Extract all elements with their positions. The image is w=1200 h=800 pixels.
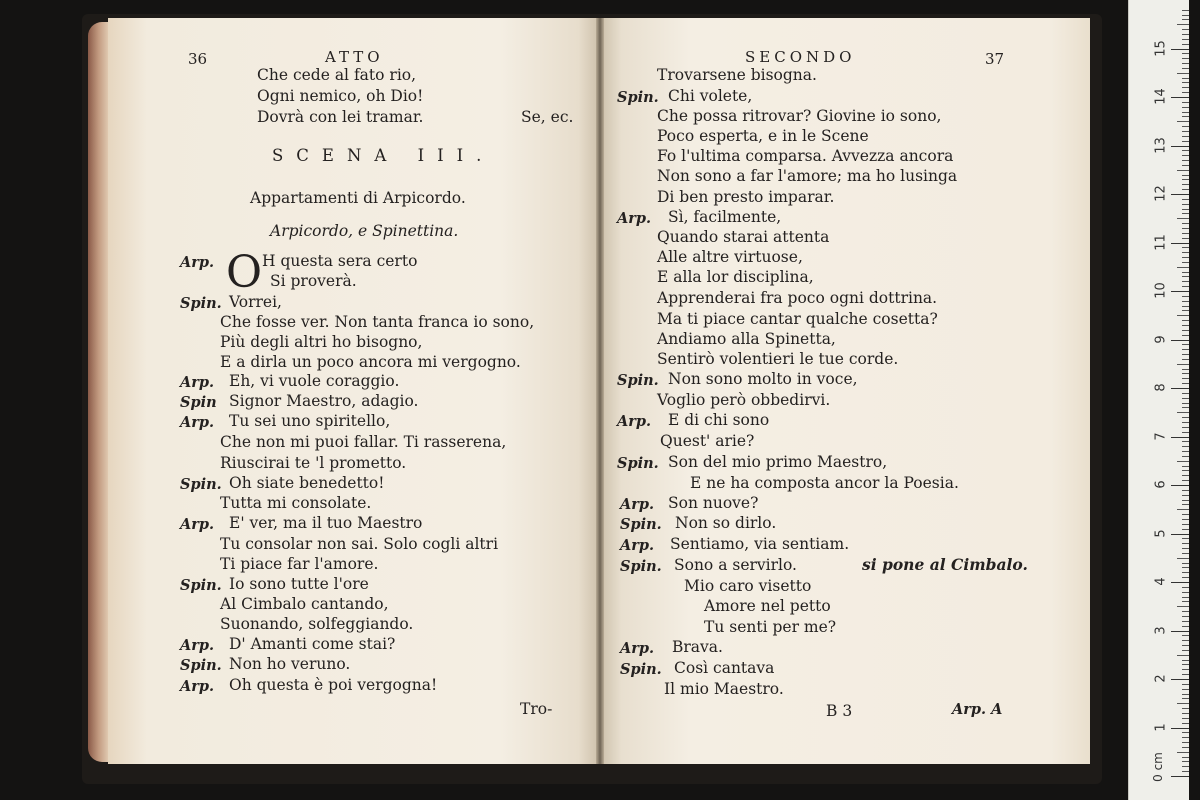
ruler-tick (1182, 422, 1189, 423)
text-line: E a dirla un poco ancora mi vergogno. (220, 353, 521, 371)
ruler-tick (1177, 315, 1189, 316)
speaker-label: Spin. (180, 577, 222, 594)
text-line: Il mio Maestro. (664, 680, 784, 698)
ruler-tick (1182, 276, 1189, 277)
ruler-tick (1182, 490, 1189, 491)
ruler-number: 14 (1153, 88, 1169, 105)
ruler-number: 15 (1153, 39, 1169, 57)
text-line: Se, ec. (521, 108, 574, 126)
ruler-tick (1171, 631, 1189, 632)
right-page-number: 37 (985, 50, 1005, 68)
right-running-head: SECONDO (745, 48, 856, 66)
ruler-tick (1171, 582, 1189, 583)
book-gutter (596, 18, 604, 764)
ruler-tick (1182, 572, 1189, 573)
ruler-tick (1182, 15, 1189, 16)
text-line: Io sono tutte l'ore (229, 575, 369, 593)
scene-heading: SCENA III. (272, 146, 495, 165)
ruler-tick (1182, 635, 1189, 636)
text-line: Oh siate benedetto! (229, 474, 385, 492)
measuring-ruler (1128, 0, 1189, 800)
ruler-tick (1182, 466, 1189, 467)
ruler-tick (1182, 10, 1189, 11)
text-line: Sentiamo, via sentiam. (670, 535, 850, 553)
ruler-tick (1182, 325, 1189, 326)
ruler-tick (1182, 601, 1189, 602)
ruler-tick (1182, 597, 1189, 598)
ruler-tick (1182, 126, 1189, 127)
ruler-tick (1171, 679, 1189, 680)
ruler-tick (1182, 708, 1189, 709)
ruler-tick (1182, 116, 1189, 117)
text-line: Si proverà. (270, 272, 357, 290)
ruler-tick (1177, 752, 1189, 753)
ruler-tick (1177, 558, 1189, 559)
ruler-tick (1171, 534, 1189, 535)
text-line: E' ver, ma il tuo Maestro (229, 514, 423, 532)
ruler-tick (1182, 747, 1189, 748)
text-line: Tu sei uno spiritello, (229, 412, 391, 430)
ruler-tick (1177, 509, 1189, 510)
ruler-tick (1177, 461, 1189, 462)
ruler-tick (1182, 650, 1189, 651)
ruler-tick (1171, 146, 1189, 147)
ruler-tick (1182, 233, 1189, 234)
ruler-tick (1182, 330, 1189, 331)
text-line: Sentirò volentieri le tue corde. (657, 350, 899, 368)
ruler-tick (1182, 684, 1189, 685)
ruler-tick (1182, 39, 1189, 40)
ruler-tick (1182, 645, 1189, 646)
ruler-tick (1182, 480, 1189, 481)
left-page-number: 36 (188, 50, 208, 68)
speaker-label: Spin. (617, 372, 659, 389)
text-line: Sì, facilmente, (668, 208, 782, 226)
text-line: Tu senti per me? (704, 618, 837, 636)
ruler-tick (1182, 320, 1189, 321)
ruler-tick (1182, 107, 1189, 108)
ruler-tick (1182, 407, 1189, 408)
ruler-tick (1171, 776, 1189, 777)
text-line: Son nuove? (668, 494, 759, 512)
ruler-tick (1182, 223, 1189, 224)
speaker-label: Arp. (180, 414, 215, 431)
ruler-tick (1182, 58, 1189, 59)
ruler-tick (1182, 112, 1189, 113)
ruler-tick (1182, 587, 1189, 588)
ruler-tick (1182, 470, 1189, 471)
ruler-tick (1171, 437, 1189, 438)
speaker-label: Arp. (620, 537, 655, 554)
ruler-tick (1182, 213, 1189, 214)
text-line: Quando starai attenta (657, 228, 830, 246)
ruler-tick (1182, 165, 1189, 166)
ruler-tick (1182, 63, 1189, 64)
ruler-tick (1182, 441, 1189, 442)
speaker-label: Arp. (180, 516, 215, 533)
catchword: Tro- (520, 700, 553, 718)
text-line: Brava. (672, 638, 723, 656)
text-line: Non sono molto in voce, (668, 370, 858, 388)
ruler-number: 5 (1153, 528, 1169, 538)
ruler-tick (1182, 592, 1189, 593)
ruler-tick (1182, 78, 1189, 79)
ruler-tick (1182, 160, 1189, 161)
ruler-tick (1182, 664, 1189, 665)
text-line: H questa sera certo (262, 252, 418, 270)
ruler-tick (1182, 369, 1189, 370)
text-line: Ma ti piace cantar qualche cosetta? (657, 310, 938, 328)
text-line: Fo l'ultima comparsa. Avvezza ancora (657, 147, 954, 165)
ruler-tick (1182, 354, 1189, 355)
ruler-tick (1182, 349, 1189, 350)
text-line: Signor Maestro, adagio. (229, 392, 419, 410)
text-line: Ogni nemico, oh Dio! (257, 87, 424, 105)
text-line: Andiamo alla Spinetta, (657, 330, 836, 348)
speaker-label: Arp. (180, 254, 215, 271)
ruler-tick (1182, 301, 1189, 302)
ruler-tick (1182, 694, 1189, 695)
speaker-label: Spin. (180, 476, 222, 493)
ruler-tick (1182, 87, 1189, 88)
ruler-tick (1177, 121, 1189, 122)
ruler-tick (1182, 475, 1189, 476)
ruler-tick (1182, 247, 1189, 248)
ruler-number: 7 (1153, 431, 1169, 441)
speaker-label: Spin. (620, 661, 662, 678)
ruler-tick (1182, 626, 1189, 627)
ruler-tick (1182, 53, 1189, 54)
text-line: Oh questa è poi vergogna! (229, 676, 438, 694)
text-line: Tu consolar non sai. Solo cogli altri (220, 535, 499, 553)
text-line: Al Cimbalo cantando, (220, 595, 389, 613)
ruler-tick (1177, 412, 1189, 413)
ruler-number: 4 (1153, 577, 1169, 586)
ruler-tick (1182, 674, 1189, 675)
ruler-tick (1182, 344, 1189, 345)
ruler-tick (1182, 732, 1189, 733)
ruler-tick (1171, 340, 1189, 341)
text-line: Più degli altri ho bisogno, (220, 333, 423, 351)
text-line: Che non mi puoi fallar. Ti rasserena, (220, 433, 507, 451)
text-line: Così cantava (674, 659, 775, 677)
ruler-tick (1171, 728, 1189, 729)
ruler-tick (1182, 529, 1189, 530)
ruler-tick (1182, 398, 1189, 399)
ruler-tick (1182, 136, 1189, 137)
drop-cap: O (226, 247, 263, 298)
ruler-tick (1182, 669, 1189, 670)
ruler-tick (1182, 621, 1189, 622)
characters-line: Arpicordo, e Spinettina. (270, 222, 459, 240)
ruler-number: 13 (1153, 136, 1169, 154)
text-line: Amore nel petto (704, 597, 831, 615)
ruler-tick (1182, 383, 1189, 384)
ruler-tick (1182, 514, 1189, 515)
ruler-tick (1182, 184, 1189, 185)
ruler-tick (1182, 403, 1189, 404)
text-line: Non sono a far l'amore; ma ho lusinga (657, 167, 958, 185)
ruler-tick (1182, 44, 1189, 45)
ruler-tick (1182, 155, 1189, 156)
ruler-tick (1182, 553, 1189, 554)
ruler-tick (1182, 718, 1189, 719)
text-line: Suonando, solfeggiando. (220, 615, 414, 633)
text-line: Tutta mi consolate. (220, 494, 372, 512)
speaker-label: Arp. (180, 374, 215, 391)
ruler-tick (1182, 432, 1189, 433)
ruler-tick (1182, 771, 1189, 772)
ruler-tick (1182, 524, 1189, 525)
ruler-tick (1177, 24, 1189, 25)
ruler-tick (1182, 427, 1189, 428)
ruler-tick (1182, 359, 1189, 360)
text-line: Apprenderai fra poco ogni dottrina. (657, 289, 938, 307)
ruler-tick (1171, 194, 1189, 195)
ruler-tick (1182, 150, 1189, 151)
stage-direction: si pone al Cimbalo. (862, 555, 1028, 574)
ruler-tick (1182, 175, 1189, 176)
ruler-tick (1177, 364, 1189, 365)
ruler-number: 6 (1153, 480, 1169, 489)
ruler-tick (1182, 495, 1189, 496)
ruler-tick (1182, 698, 1189, 699)
speaker-label: Spin. (180, 295, 222, 312)
ruler-tick (1182, 82, 1189, 83)
ruler-tick (1182, 713, 1189, 714)
speaker-label: Spin. (180, 657, 222, 674)
ruler-tick (1182, 373, 1189, 374)
ruler-tick (1182, 737, 1189, 738)
ruler-number: 8 (1153, 383, 1169, 392)
left-running-head: ATTO (325, 48, 384, 66)
ruler-tick (1182, 272, 1189, 273)
ruler-tick (1182, 257, 1189, 258)
speaker-label: Spin. (620, 558, 662, 575)
text-line: E ne ha composta ancor la Poesia. (690, 474, 959, 492)
ruler-tick (1182, 252, 1189, 253)
speaker-label: Arp. (180, 678, 215, 695)
ruler-tick (1182, 446, 1189, 447)
text-line: Alle altre virtuose, (657, 248, 803, 266)
text-line: Son del mio primo Maestro, (668, 453, 888, 471)
ruler-number: 9 (1153, 334, 1169, 344)
ruler-tick (1177, 73, 1189, 74)
ruler-tick (1182, 68, 1189, 69)
text-line: Riuscirai te 'l prometto. (220, 454, 407, 472)
ruler-tick (1182, 538, 1189, 539)
text-line: Che possa ritrovar? Giovine io sono, (657, 107, 942, 125)
ruler-tick (1177, 267, 1189, 268)
ruler-tick (1177, 606, 1189, 607)
ruler-number: 1 (1153, 722, 1169, 732)
ruler-tick (1182, 504, 1189, 505)
text-line: Che fosse ver. Non tanta franca io sono, (220, 313, 535, 331)
ruler-tick (1182, 548, 1189, 549)
ruler-tick (1171, 291, 1189, 292)
ruler-number: 11 (1153, 233, 1169, 251)
ruler-tick (1171, 243, 1189, 244)
ruler-tick (1182, 742, 1189, 743)
ruler-tick (1177, 170, 1189, 171)
text-line: E alla lor disciplina, (657, 268, 814, 286)
speaker-label: Arp. (180, 637, 215, 654)
text-line: Di ben presto imparar. (657, 188, 835, 206)
catchword: Arp. A (952, 701, 1003, 718)
text-line: Voglio però obbedirvi. (657, 391, 831, 409)
text-line: Quest' arie? (660, 432, 755, 450)
ruler-tick (1182, 519, 1189, 520)
ruler-tick (1177, 703, 1189, 704)
ruler-tick (1182, 640, 1189, 641)
text-line: Ti piace far l'amore. (220, 555, 379, 573)
ruler-tick (1182, 199, 1189, 200)
ruler-tick (1182, 543, 1189, 544)
ruler-tick (1182, 238, 1189, 239)
text-line: Poco esperta, e in le Scene (657, 127, 869, 145)
ruler-tick (1182, 757, 1189, 758)
ruler-tick (1182, 451, 1189, 452)
ruler-tick (1182, 660, 1189, 661)
ruler-tick (1182, 19, 1189, 20)
ruler-tick (1177, 218, 1189, 219)
ruler-tick (1182, 500, 1189, 501)
speaker-label: Spin. (620, 516, 662, 533)
signature-mark: B 3 (826, 702, 853, 720)
ruler-tick (1182, 417, 1189, 418)
text-line: Dovrà con lei tramar. (257, 108, 424, 126)
ruler-number: 2 (1153, 674, 1169, 683)
ruler-tick (1182, 281, 1189, 282)
text-line: Chi volete, (668, 87, 753, 105)
speaker-label: Arp. (617, 210, 652, 227)
ruler-tick (1182, 141, 1189, 142)
ruler-tick (1182, 611, 1189, 612)
ruler-tick (1182, 689, 1189, 690)
speaker-label: Spin (180, 394, 217, 411)
ruler-tick (1182, 228, 1189, 229)
speaker-label: Arp. (620, 496, 655, 513)
ruler-tick (1182, 723, 1189, 724)
ruler-tick (1182, 131, 1189, 132)
text-line: Eh, vi vuole coraggio. (229, 372, 400, 390)
text-line: E di chi sono (668, 411, 770, 429)
ruler-tick (1182, 209, 1189, 210)
ruler-tick (1182, 393, 1189, 394)
ruler-tick (1182, 335, 1189, 336)
ruler-tick (1182, 766, 1189, 767)
ruler-tick (1171, 49, 1189, 50)
ruler-tick (1182, 179, 1189, 180)
speaker-label: Arp. (620, 640, 655, 657)
ruler-tick (1182, 102, 1189, 103)
speaker-label: Spin. (617, 455, 659, 472)
ruler-number: 3 (1153, 625, 1169, 635)
ruler-tick (1182, 577, 1189, 578)
ruler-tick (1182, 567, 1189, 568)
ruler-tick (1182, 29, 1189, 30)
ruler-tick (1182, 616, 1189, 617)
ruler-tick (1182, 189, 1189, 190)
text-line: Trovarsene bisogna. (657, 66, 817, 84)
ruler-tick (1182, 761, 1189, 762)
ruler-tick (1182, 378, 1189, 379)
ruler-tick (1171, 388, 1189, 389)
ruler-tick (1182, 262, 1189, 263)
ruler-number: 10 (1153, 282, 1169, 299)
text-line: Vorrei, (229, 293, 282, 311)
ruler-tick (1182, 306, 1189, 307)
ruler-unit-label: 0 cm (1150, 752, 1165, 782)
ruler-tick (1182, 286, 1189, 287)
ruler-tick (1171, 97, 1189, 98)
ruler-tick (1182, 310, 1189, 311)
text-line: Sono a servirlo. (674, 556, 797, 574)
setting-line: Appartamenti di Arpicordo. (250, 189, 466, 207)
ruler-tick (1171, 485, 1189, 486)
ruler-tick (1177, 655, 1189, 656)
text-line: Non so dirlo. (675, 514, 777, 532)
ruler-tick (1182, 296, 1189, 297)
ruler-number: 12 (1153, 185, 1169, 202)
text-line: D' Amanti come stai? (229, 635, 396, 653)
ruler-tick (1182, 34, 1189, 35)
text-line: Non ho veruno. (229, 655, 351, 673)
speaker-label: Spin. (617, 89, 659, 106)
speaker-label: Arp. (617, 413, 652, 430)
ruler-tick (1182, 456, 1189, 457)
ruler-tick (1182, 563, 1189, 564)
ruler-tick (1182, 204, 1189, 205)
text-line: Mio caro visetto (684, 577, 812, 595)
text-line: Che cede al fato rio, (257, 66, 417, 84)
ruler-tick (1182, 92, 1189, 93)
